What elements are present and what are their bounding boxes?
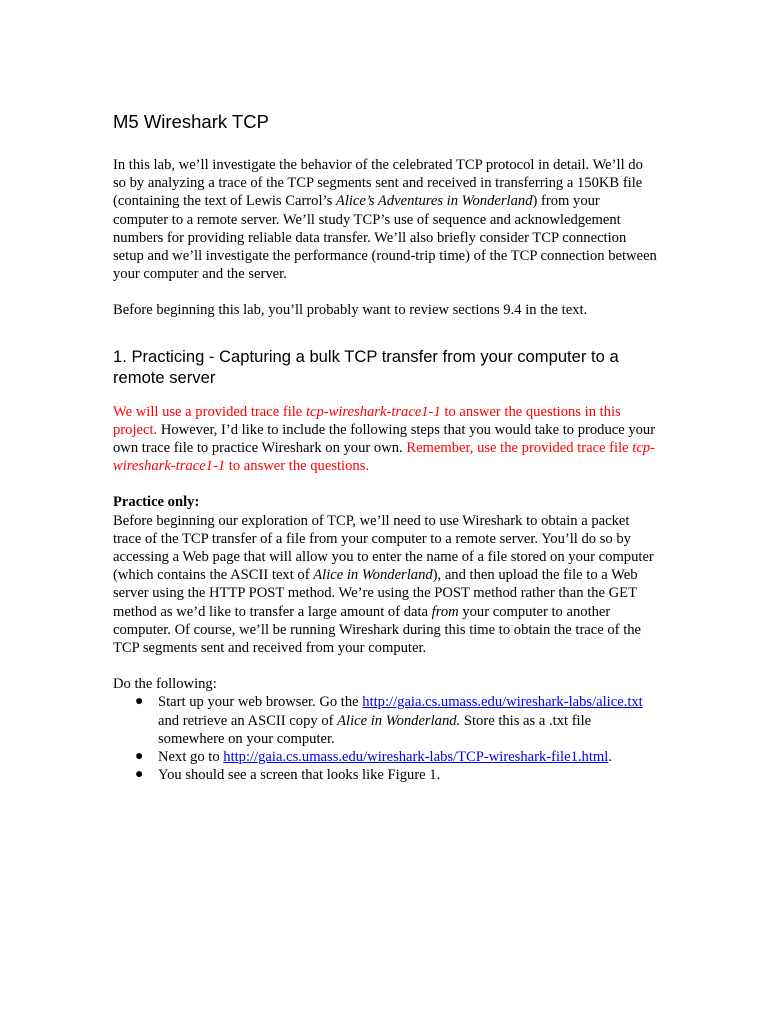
alice-txt-link[interactable]: http://gaia.cs.umass.edu/wireshark-labs/alice.txt — [362, 694, 643, 711]
step-text: Store this as a .txt file somewhere on your computer. — [158, 712, 592, 747]
prereq-paragraph: Before beginning this lab, you’ll probably want to review sections 9.4 in the text. — [113, 302, 588, 319]
step-text: You should see a screen that looks like Figure 1. — [158, 767, 441, 784]
trace-file-name: tcp-wireshark-trace1-1 — [305, 403, 441, 420]
steps-list — [113, 693, 658, 784]
practice-paragraph — [113, 512, 658, 658]
document-title: M5 Wireshark TCP — [113, 111, 269, 132]
trace-note-black: However, I’d like to include the following steps that you would take to produce your own trace file to practice Wireshark on your own. — [113, 421, 656, 457]
trace-note-red-3: Remember, use the provided trace file — [406, 440, 633, 457]
practice-text-3: your computer to another computer. Of course, we’ll be running Wireshark during this time to obtain the trace of the TCP segments sent and received from your computer. — [113, 603, 642, 657]
trace-note-red-4: to answer the questions. — [225, 458, 370, 475]
do-following-label: Do the following: — [113, 676, 217, 693]
practice-book-title: Alice in Wonderland — [313, 567, 433, 584]
step-book-title: Alice in Wonderland. — [337, 712, 461, 729]
document-page — [113, 110, 658, 784]
trace-note-red-1: We will use a provided trace file — [113, 403, 306, 420]
practice-from-word: from — [431, 603, 459, 620]
practice-text-2: ), and then upload the file to a Web server using the HTTP POST method. We’re using the POST method rather than the GET method as we’d like to transfer a large amount of data — [113, 567, 638, 620]
step-text: and retrieve an ASCII copy of — [158, 712, 338, 729]
intro-text-1: In this lab, we’ll investigate the behavior of the celebrated TCP protocol in detail. We’ll do so by analyzing a trace of the TCP segments sent and received in transferring a 150KB file (containing the text of Lewis Carrol’s — [113, 157, 643, 210]
intro-paragraph — [113, 156, 658, 283]
step-text: Next go to http://gaia.cs.umass.edu/wireshark-labs/TCP-wireshark-file1.html. — [158, 749, 612, 766]
practice-only-label: Practice only: — [113, 494, 200, 511]
book-title: Alice’s Adventures in Wonderland — [335, 193, 533, 210]
step-text: Start up your web browser. Go the — [158, 694, 363, 711]
section-heading: 1. Practicing - Capturing a bulk TCP transfer from your computer to a remote server — [113, 346, 619, 388]
tcp-wireshark-file1-link[interactable]: http://gaia.cs.umass.edu/wireshark-labs/TCP-wireshark-file1.html — [223, 749, 609, 766]
list-item — [113, 693, 658, 748]
bullet-icon: ● — [135, 749, 144, 765]
bullet-icon: ● — [135, 767, 144, 783]
trace-file-paragraph — [113, 403, 658, 476]
list-item — [113, 748, 658, 766]
trace-file-name-2: tcp-wireshark-trace1-1 — [113, 440, 655, 475]
bullet-icon: ● — [135, 694, 144, 710]
trace-note-red-2: to answer the questions in this project. — [113, 403, 621, 438]
list-item — [113, 766, 658, 784]
intro-text-2: ) from your computer to a remote server. We’ll study TCP’s use of sequence and acknowledgement numbers for providing reliable data transfer. We’ll also briefly consider TCP connection setup and we’ll investigate the performance (round-trip time) of the TCP connection between your computer and the server. — [113, 193, 657, 283]
practice-text-1: Before beginning our exploration of TCP, we’ll need to use Wireshark to obtain a packet trace of the TCP transfer of a file from your computer to a remote server. You’ll do so by accessing a Web page that will allow you to enter the name of a file stored on your computer (which contains the ASCII text of — [113, 512, 654, 584]
